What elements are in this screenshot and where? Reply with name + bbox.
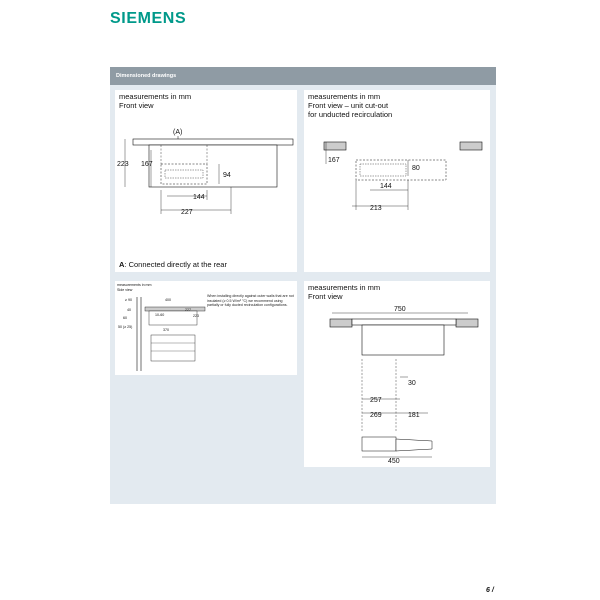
installation-note: When installing directly against outer walls that are not insulated (≥ 0.5 W/m² °C) we recommend using partially or fully ducted recirculation configurations. [207,294,294,308]
dim-450: 450 [388,458,400,465]
siemens-logo: SIEMENS [110,10,187,27]
page-number: 6 / [486,587,494,594]
section-title: Dimensioned drawings [110,67,496,85]
dim-30: 30 [408,380,416,387]
dim-144: 144 [193,194,205,201]
dim-181: 181 [408,412,420,419]
panel-front-view-cutout [304,90,490,272]
dim-10-60: 10-60 [155,313,165,317]
dim-227: 227 [181,209,193,216]
panel1-title: measurements in mm Front view [119,92,192,110]
dim-400: 400 [165,298,171,302]
dim-213: 213 [370,205,382,212]
dim-40: 40 [127,308,131,312]
panel4-title: measurements in mm Front view [308,283,381,301]
dim-167: 167 [328,157,340,164]
dim-80: 80 [412,165,420,172]
dim-370: 370 [163,328,169,332]
side-view-drawing [115,281,297,375]
dim-750: 750 [394,306,406,313]
dim-60: 60 [123,316,127,320]
dim-50: 50 (≥ 25) [118,325,133,329]
dim-94: 94 [223,172,231,179]
panel-side-view [115,281,297,375]
dim-223: 223 [117,161,129,168]
dim-227: 227 [185,308,191,312]
width-drawing [304,281,490,467]
panel2-title: measurements in mm Front view – unit cut-out for unducted recirculation [308,92,393,119]
dim-167: 167 [141,161,153,168]
dim-257: 257 [370,397,382,404]
dim-90: ≥ 90 [125,298,132,302]
cutout-drawing [304,90,490,272]
label-a: (A) [173,129,183,136]
panel3-title: measurements in mm Side view [117,283,152,292]
panel1-caption: A: Connected directly at the rear [119,260,227,269]
dim-223: 223 [193,314,199,318]
panel-front-view-width [304,281,490,467]
panel-front-view-rear [115,90,297,272]
dim-144: 144 [380,183,392,190]
front-view-drawing [115,90,297,272]
dim-269: 269 [370,412,382,419]
